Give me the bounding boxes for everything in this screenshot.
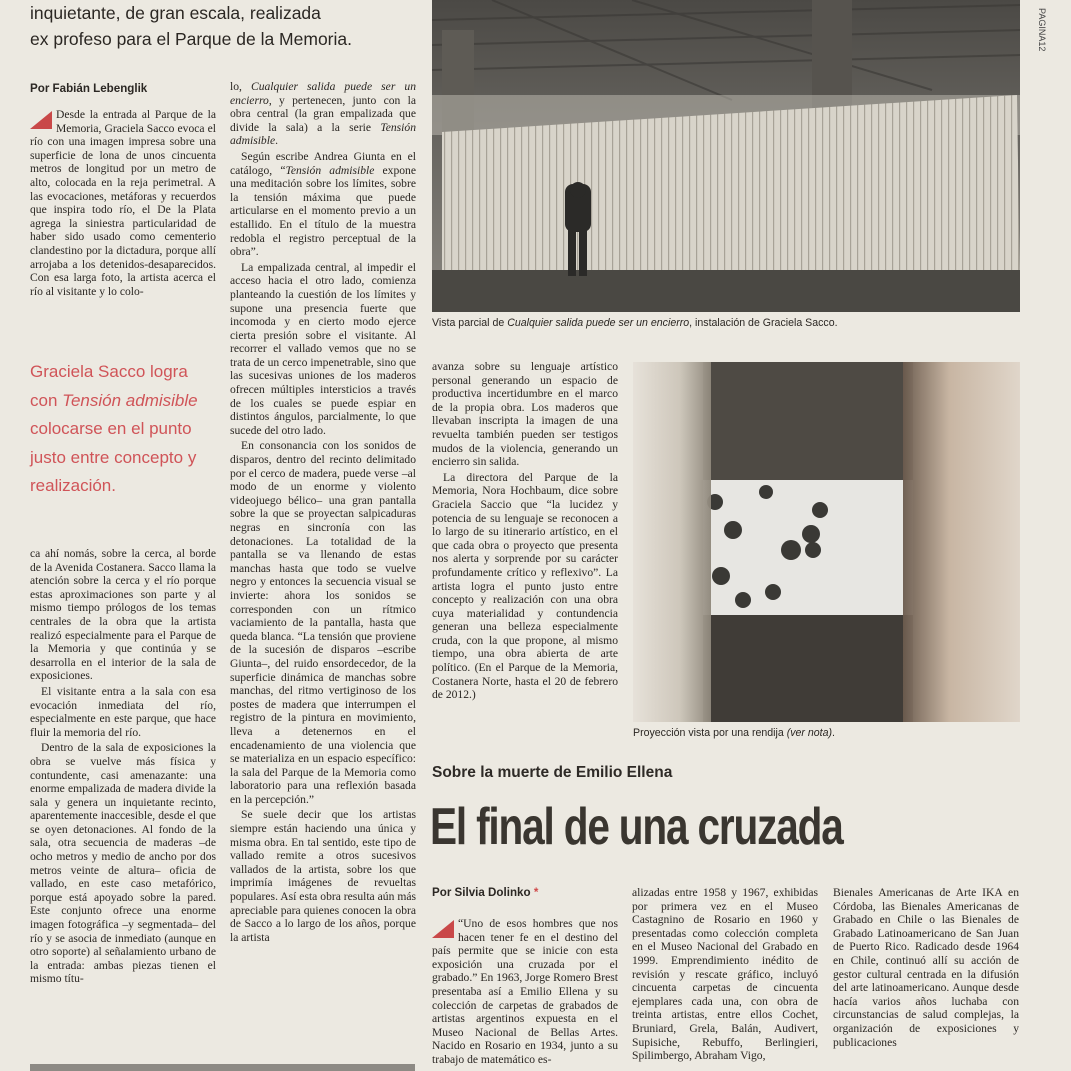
article1-col1-p2: El visitante entra a la sala con esa evocación inmediata del río, especialmente en este parque, que hace fluir la memoria del río.	[30, 684, 216, 739]
caption2-italic: (ver nota)	[786, 727, 833, 739]
byline-dolinko-name: Por Silvia Dolinko	[432, 886, 531, 899]
subhead-line-2: ex profeso para el Parque de la Memoria.	[30, 29, 352, 49]
col2-p1-italic2: Tensión admisible	[230, 120, 416, 148]
article1-col2-p2	[230, 150, 416, 259]
byline-star: *	[533, 886, 539, 899]
caption1-italic: Cualquier salida puede ser un encierro	[507, 317, 690, 329]
byline-lebenglik: Por Fabián Lebenglik	[30, 82, 148, 95]
col2-p2-b: expone una meditación sobre los límites, sobre la tensión máxima que puede articularse en el momento previo a un estallido. En el título de la muestra redobla el registro perceptual de la obra”.	[230, 163, 416, 259]
article2-kicker: Sobre la muerte de Emilio Ellena	[432, 764, 673, 781]
article1-col2-p1	[230, 80, 416, 148]
subhead-line-1: inquietante, de gran escala, realizada	[30, 3, 321, 23]
article1-col1-bottom	[30, 547, 216, 1067]
article-subhead	[30, 0, 430, 52]
article2-col2	[632, 886, 818, 1071]
installation-photo-image	[432, 0, 1020, 312]
col2-p1-c: .	[275, 134, 278, 148]
article1-col1-top	[30, 108, 216, 330]
red-triangle-icon-2	[432, 920, 454, 938]
article2-headline: El final de una cruzada	[430, 798, 843, 856]
bottom-photo-strip	[30, 1064, 415, 1071]
projection-photo	[633, 362, 1020, 722]
byline-dolinko	[432, 886, 538, 899]
col2-p2-italic: Tensión admisible	[285, 163, 375, 177]
article1-col2-p4: En consonancia con los sonidos de disparos, dentro del recinto delimitado por el cerco de madera, puede verse –al modo de un enorme y violento videojuego bélico– una gran pantalla sobre la que se proyectan salpicaduras negras en sincronía con las detonaciones. La totalidad de la pantalla se va llenando de estas manchas hasta que todo se vuelve negro y entonces la secuencia visual se invierte: ahora los sonidos se corresponden con un rítmico vaciamiento de la pantalla, hasta que queda blanca. “La tensión que proviene de la sucesión de disparos –escribe Giunta–, del ruido ensordecedor, de la superficie dinámica de manchas sobre manchas, del ritmo vertiginoso de los postes de madera que interrumpen el registro de la pintura en movimiento, lleva a detenernos en el encadenamiento de una violencia que se materializa en un espacio específico: la sala del Parque de la Memoria como laboratorio para una reflexión basada en la percepción.”	[230, 439, 416, 806]
article1-col3-p1: avanza sobre su lenguaje artístico personal generando un espacio de productiva incertidumbre en el marco de la propia obra. Los maderos que llevaban inscripta la imagen de una revuelta también pueden ser testigos mudos de la violencia, generando un encierro sin salida.	[432, 360, 618, 469]
red-triangle-icon	[30, 111, 52, 129]
installation-photo	[432, 0, 1020, 312]
caption1-b: , instalación de Graciela Sacco.	[689, 317, 838, 329]
page-label: PAGINA12	[1037, 8, 1047, 52]
pull-quote-part2: colocarse en el punto justo entre concepto y realización.	[30, 419, 197, 495]
article1-col1-p1: ca ahí nomás, sobre la cerca, al borde de la Avenida Costanera. Sacco llama la atención sobre la cerca y el río porque estas aproximaciones son parte y al mismo tiempo prólogos de los temas centrales de la obra que la artista realizó especialmente para el Parque de la Memoria y que continúa y se desarrolla en el interior de la sala de exposiciones.	[30, 547, 216, 683]
article2-col2-text: alizadas entre 1958 y 1967, exhibidas por primera vez en el Museo Castagnino de Rosario en 1960 y presentadas como colección completa en el Museo Nacional del Grabado en 1999. Emprendimiento inédito de revisión y rescate gráfico, incluyó cincuenta carpetas de cincuenta ejemplares cada una, con obra de treinta artistas, entre ellos Cochet, Bruniard, Grela, Balán, Audivert, Supisiche, Rebuffo, Berlingieri, Spilimbergo, Abraham Vigo,	[632, 886, 818, 1063]
installation-photo-caption	[432, 317, 838, 329]
article1-col1-top-text: Desde la entrada al Parque de la Memoria, Graciela Sacco evoca el río con una imagen impresa sobre una superficie de lona de unos cincuenta metros de longitud por un metro de alto, colocada en la reja perimetral. A las evocaciones, metáforas y recuerdos que inspira todo río, el De la Plata agrega la siniestra particularidad de haber sido usado como cementerio clandestino por la dictadura, porque allí arrojaba a los detenidos-desaparecidos. Con esa larga foto, la artista acerca el río al visitante y lo colo-	[30, 108, 216, 298]
article1-col1-p3: Dentro de la sala de exposiciones la obra se vuelve más física y contundente, casi amenazante: una enorme empalizada de madera divide la sala y genera un inquietante recinto, aparentemente inaccesible, desde el que se oyen detonaciones. Al fondo de la sala, otra secuencia de maderas –de ocho metros y medio de ancho por dos metros veinte de altura– oficia de vallado, en este caso metafórico, porque está apoyado sobre la pared. Este conjunto ofrece una enorme imagen fotográfica –y segmentada– del río y se asocia de inmediato (aunque en otro soporte) al señalamiento urbano de la entrada: ambas piezas tienen el mismo títu-	[30, 741, 216, 986]
article1-col3-p2: La directora del Parque de la Memoria, Nora Hochbaum, dice sobre Graciela Saccio que “la lucidez y potencia de su lenguaje se reconocen a lo largo de su itinerario artístico, en el que cada obra o proyecto que presenta nos alerta y sorprende por su carácter profundamente crítico y reflexivo”. La artista logra el punto justo entre concepto y realización con una obra cuya materialidad y contundencia generan una belleza especialmente cruda, con la que propone, al mismo tiempo, una obra abierta de arte político. (En el Parque de la Memoria, Costanera Norte, hasta el 20 de febrero de 2012.)	[432, 470, 618, 702]
article2-col3-text: Bienales Americanas de Arte IKA en Córdoba, las Bienales Americanas de Grabado en Chile o las Bienales de Grabado Latinoamericano de San Juan de Puerto Rico. Radicado desde 1964 en Chile, continuó allí su acción de gestor cultural centrada en la difusión del arte latinoamericano. Aunque desde hacía varios años luchaba con circunstancias de salud complejas, la organización de exposiciones y publicaciones	[833, 886, 1019, 1049]
article2-col3	[833, 886, 1019, 1071]
article1-col2-p5: Se suele decir que los artistas siempre están haciendo una única y misma obra. En tal sentido, este tipo de vallado remite a otros sucesivos vallados de la artista, sobre los que imprimía imágenes de revueltas populares. Así esta obra resulta aún más apreciable para quienes conocen la obra de Sacco a lo largo de los años, porque la artista	[230, 808, 416, 944]
pull-quote-part1: Graciela Sacco logra con	[30, 362, 188, 410]
pull-quote-italic: Tensión admisible	[62, 390, 198, 410]
caption1-a: Vista parcial de	[432, 317, 508, 329]
projection-photo-image	[633, 362, 1020, 722]
projection-photo-caption	[633, 727, 835, 739]
caption2-a: Proyección vista por una rendija	[633, 727, 787, 739]
col2-p1-b: , y pertenecen, junto con la obra central (la gran empalizada que divide la sala) a la serie	[230, 93, 416, 134]
article2-col1	[432, 917, 618, 1071]
article2-col1-text: “Uno de esos hombres que nos hacen tener fe en el destino del país permite que se inicie con esta exposición una cruzada por el grabado.” En 1963, Jorge Romero Brest presentaba así a Emilio Ellena y su colección de carpetas de grabados de artistas argentinos expuesta en el Museo Nacional de Bellas Artes. Nacido en Rosario en 1934, junto a su trabajo de matemático es-	[432, 917, 618, 1066]
col2-p2-a: Según escribe Andrea Giunta en el catálogo, “	[230, 149, 416, 177]
article1-col3	[432, 360, 618, 744]
article1-col2-p3: La empalizada central, al impedir el acceso hacia el otro lado, comienza planteando la cuestión de los límites y supone una presencia fuerte que incomoda y en cierto modo ejerce cierta presión sobre el visitante. Al recorrer el vallado vemos que no se trata de un cerco impenetrable, sino que las sucesivas uniones de los maderos ofrecen múltiples intersticios a través de los cuales se puede espiar en distintos ángulos, parcialmente, lo que sucede del otro lado.	[230, 260, 416, 437]
col2-p1-a: lo,	[230, 80, 251, 93]
col2-p1-italic: Cualquier salida puede ser un encierro	[230, 80, 416, 107]
article1-col2	[230, 80, 416, 1068]
pull-quote	[30, 358, 205, 501]
caption2-b: .	[832, 727, 835, 739]
